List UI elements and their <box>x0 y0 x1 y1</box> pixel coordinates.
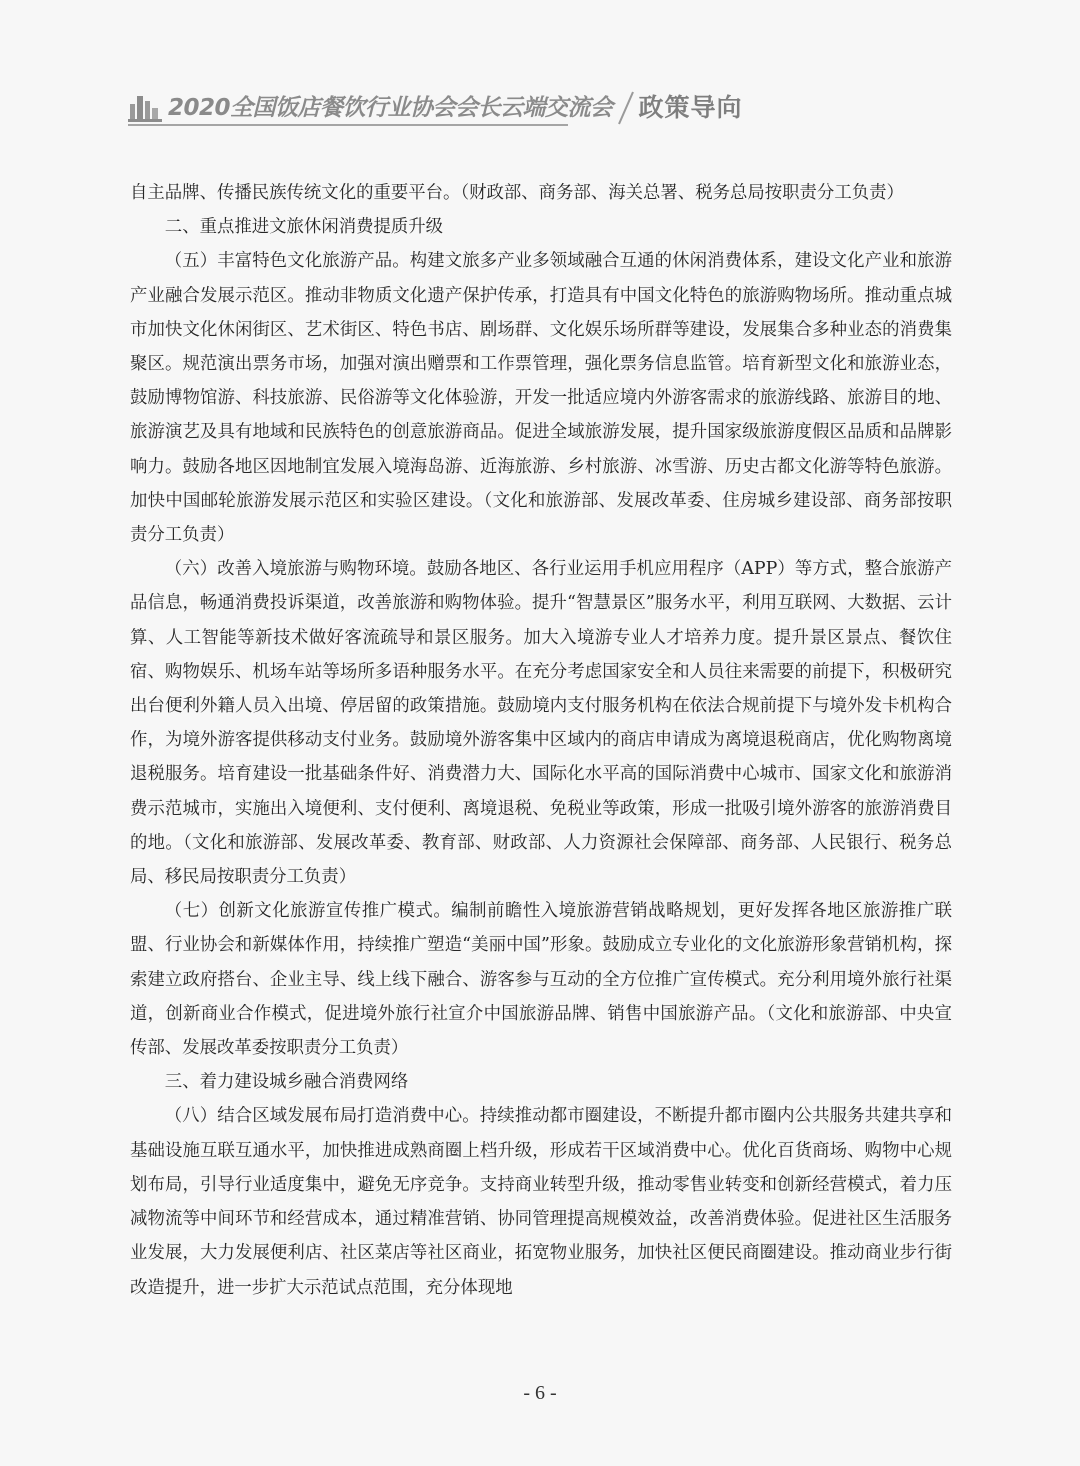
header-rule <box>128 124 568 126</box>
header-section: 政策导向 <box>638 93 743 122</box>
paragraph: （六）改善入境旅游与购物环境。鼓励各地区、各行业运用手机应用程序（APP）等方式，整合旅游产品信息，畅通消费投诉渠道，改善旅游和购物体验。提升“智慧景区”服务水平，利用互联网、大数据、云计算、人工智能等新技术做好客流疏导和景区服务。加大入境游专业人才培养力度。提升景区景点、餐饮住宿、购物娱乐、机场车站等场所多语种服务水平。在充分考虑国家安全和人员往来需要的前提下，积极研究出台便利外籍人员入出境、停居留的政策措施。鼓励境内支付服务机构在依法合规前提下与境外发卡机构合作，为境外游客提供移动支付业务。鼓励境外游客集中区域内的商店申请成为离境退税商店，优化购物离境退税服务。培育建设一批基础条件好、消费潜力大、国际化水平高的国际消费中心城市、国家文化和旅游消费示范城市，实施出入境便利、支付便利、离境退税、免税业等政策，形成一批吸引境外游客的旅游消费目的地。（文化和旅游部、发展改革委、教育部、财政部、人力资源社会保障部、商务部、人民银行、税务总局、移民局按职责分工负责） <box>130 559 952 888</box>
section-heading: 二、重点推进文旅休闲消费提质升级 <box>164 217 444 238</box>
document-body <box>130 176 952 1305</box>
header-title: 2020全国饭店餐饮行业协会会长云端交流会 <box>168 95 613 121</box>
page-header <box>128 86 958 126</box>
paragraph: （八）结合区域发展布局打造消费中心。持续推动都市圈建设，不断提升都市圈内公共服务共建共享和基础设施互联互通水平，加快推进成熟商圈上档升级，形成若干区域消费中心。优化百货商场、购物中心规划布局，引导行业适度集中，避免无序竞争。支持商业转型升级，推动零售业转变和创新经营模式，着力压减物流等中间环节和经营成本，通过精准营销、协同管理提高规模效益，改善消费体验。促进社区生活服务业发展，大力发展便利店、社区菜店等社区商业，拓宽物业服务，加快社区便民商圈建设。推动商业步行街改造提升，进一步扩大示范试点范围，充分体现地 <box>130 1106 952 1298</box>
buildings-logo-icon <box>128 92 162 122</box>
paragraph: （七）创新文化旅游宣传推广模式。编制前瞻性入境旅游营销战略规划，更好发挥各地区旅游推广联盟、行业协会和新媒体作用，持续推广塑造“美丽中国”形象。鼓励成立专业化的文化旅游形象营销机构，探索建立政府搭台、企业主导、线上线下融合、游客参与互动的全方位推广宣传模式。充分利用境外旅行社渠道，创新商业合作模式，促进境外旅行社宣介中国旅游品牌、销售中国旅游产品。（文化和旅游部、中央宣传部、发展改革委按职责分工负责） <box>130 901 952 1059</box>
section-heading: 三、着力建设城乡融合消费网络 <box>164 1072 409 1093</box>
header-slash-divider <box>615 90 637 126</box>
page-number: - 6 - <box>523 1382 557 1404</box>
paragraph: 自主品牌、传播民族传统文化的重要平台。（财政部、商务部、海关总署、税务总局按职责分工负责） <box>130 183 904 203</box>
paragraph: （五）丰富特色文化旅游产品。构建文旅多产业多领域融合互通的休闲消费体系，建设文化产业和旅游产业融合发展示范区。推动非物质文化遗产保护传承，打造具有中国文化特色的旅游购物场所。推动重点城市加快文化休闲街区、艺术街区、特色书店、剧场群、文化娱乐场所群等建设，发展集合多种业态的消费集聚区。规范演出票务市场，加强对演出赠票和工作票管理，强化票务信息监管。培育新型文化和旅游业态，鼓励博物馆游、科技旅游、民俗游等文化体验游，开发一批适应境内外游客需求的旅游线路、旅游目的地、旅游演艺及具有地域和民族特色的创意旅游商品。促进全域旅游发展，提升国家级旅游度假区品质和品牌影响力。鼓励各地区因地制宜发展入境海岛游、近海旅游、乡村旅游、冰雪游、历史古都文化游等特色旅游。加快中国邮轮旅游发展示范区和实验区建设。（文化和旅游部、发展改革委、住房城乡建设部、商务部按职责分工负责） <box>130 251 952 546</box>
